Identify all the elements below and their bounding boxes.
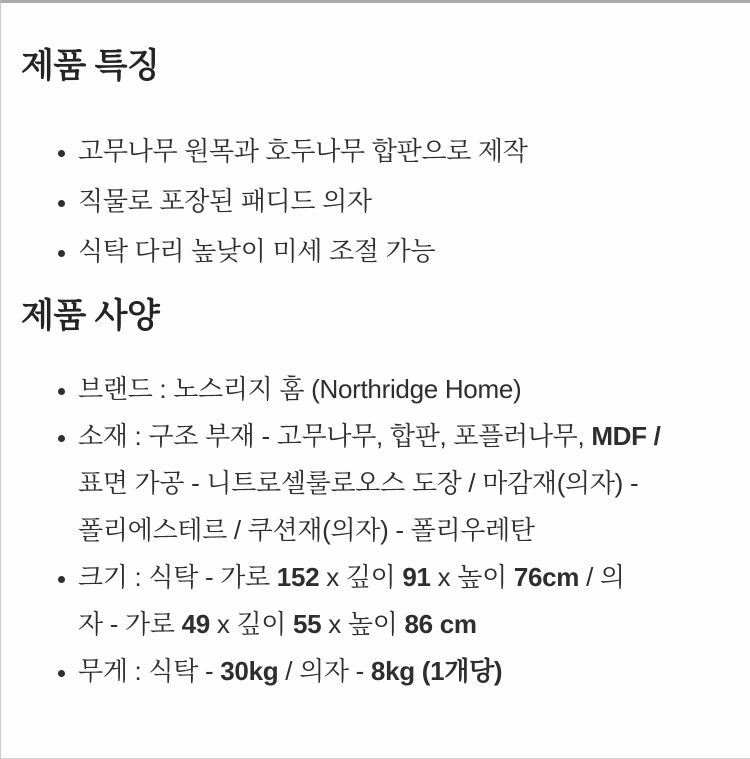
text-segment: 브랜드 : 노스리지 홈 (Northridge Home) (78, 374, 522, 404)
text-segment: 표면 가공 - 니트로셀룰로오스 도장 / 마감재(의자) - (78, 468, 639, 498)
list-item (78, 126, 724, 176)
text-segment: 고무나무 원목과 호두나무 합판으로 제작 (78, 136, 528, 166)
text-segment: 식탁 다리 높낮이 미세 조절 가능 (78, 236, 436, 266)
list-item (78, 648, 724, 695)
text-segment: / 의자 - (278, 656, 371, 686)
text-segment-bold: 55 (293, 609, 322, 639)
features-list (21, 126, 724, 276)
features-section-title: 제품 특징 (21, 47, 160, 85)
text-segment-bold: MDF / (591, 421, 661, 451)
text-segment: x 높이 (430, 562, 514, 592)
text-segment-bold: 30kg (220, 656, 279, 686)
list-item (78, 226, 724, 276)
list-item (78, 366, 724, 413)
text-segment: 자 - 가로 (78, 609, 182, 639)
text-segment: 크기 : 식탁 - 가로 (78, 562, 277, 592)
section-product-features (21, 46, 724, 276)
text-segment-bold: 86 cm (404, 609, 477, 639)
text-segment-bold: 91 (402, 562, 431, 592)
text-segment: 직물로 포장된 패디드 의자 (78, 186, 372, 216)
section-product-specs (21, 296, 724, 695)
text-segment-bold: 49 (181, 609, 210, 639)
list-item (78, 413, 724, 554)
text-segment-bold: 76cm (513, 562, 580, 592)
text-segment: 무게 : 식탁 - (78, 656, 221, 686)
text-segment: / 의 (579, 562, 625, 592)
specs-list (21, 366, 724, 695)
text-segment: x 깊이 (209, 609, 294, 639)
list-item (78, 176, 724, 226)
specs-section-title: 제품 사양 (21, 297, 160, 335)
text-segment-bold: 152 (276, 562, 320, 592)
text-segment: 소재 : 구조 부재 - 고무나무, 합판, 포플러나무, (78, 421, 592, 451)
text-segment-bold: 8kg (1개당) (370, 656, 503, 686)
text-segment: x 깊이 (319, 562, 403, 592)
text-segment: 폴리에스테르 / 쿠션재(의자) - 폴리우레탄 (78, 515, 535, 545)
text-segment: x 높이 (321, 609, 405, 639)
list-item (78, 554, 724, 648)
